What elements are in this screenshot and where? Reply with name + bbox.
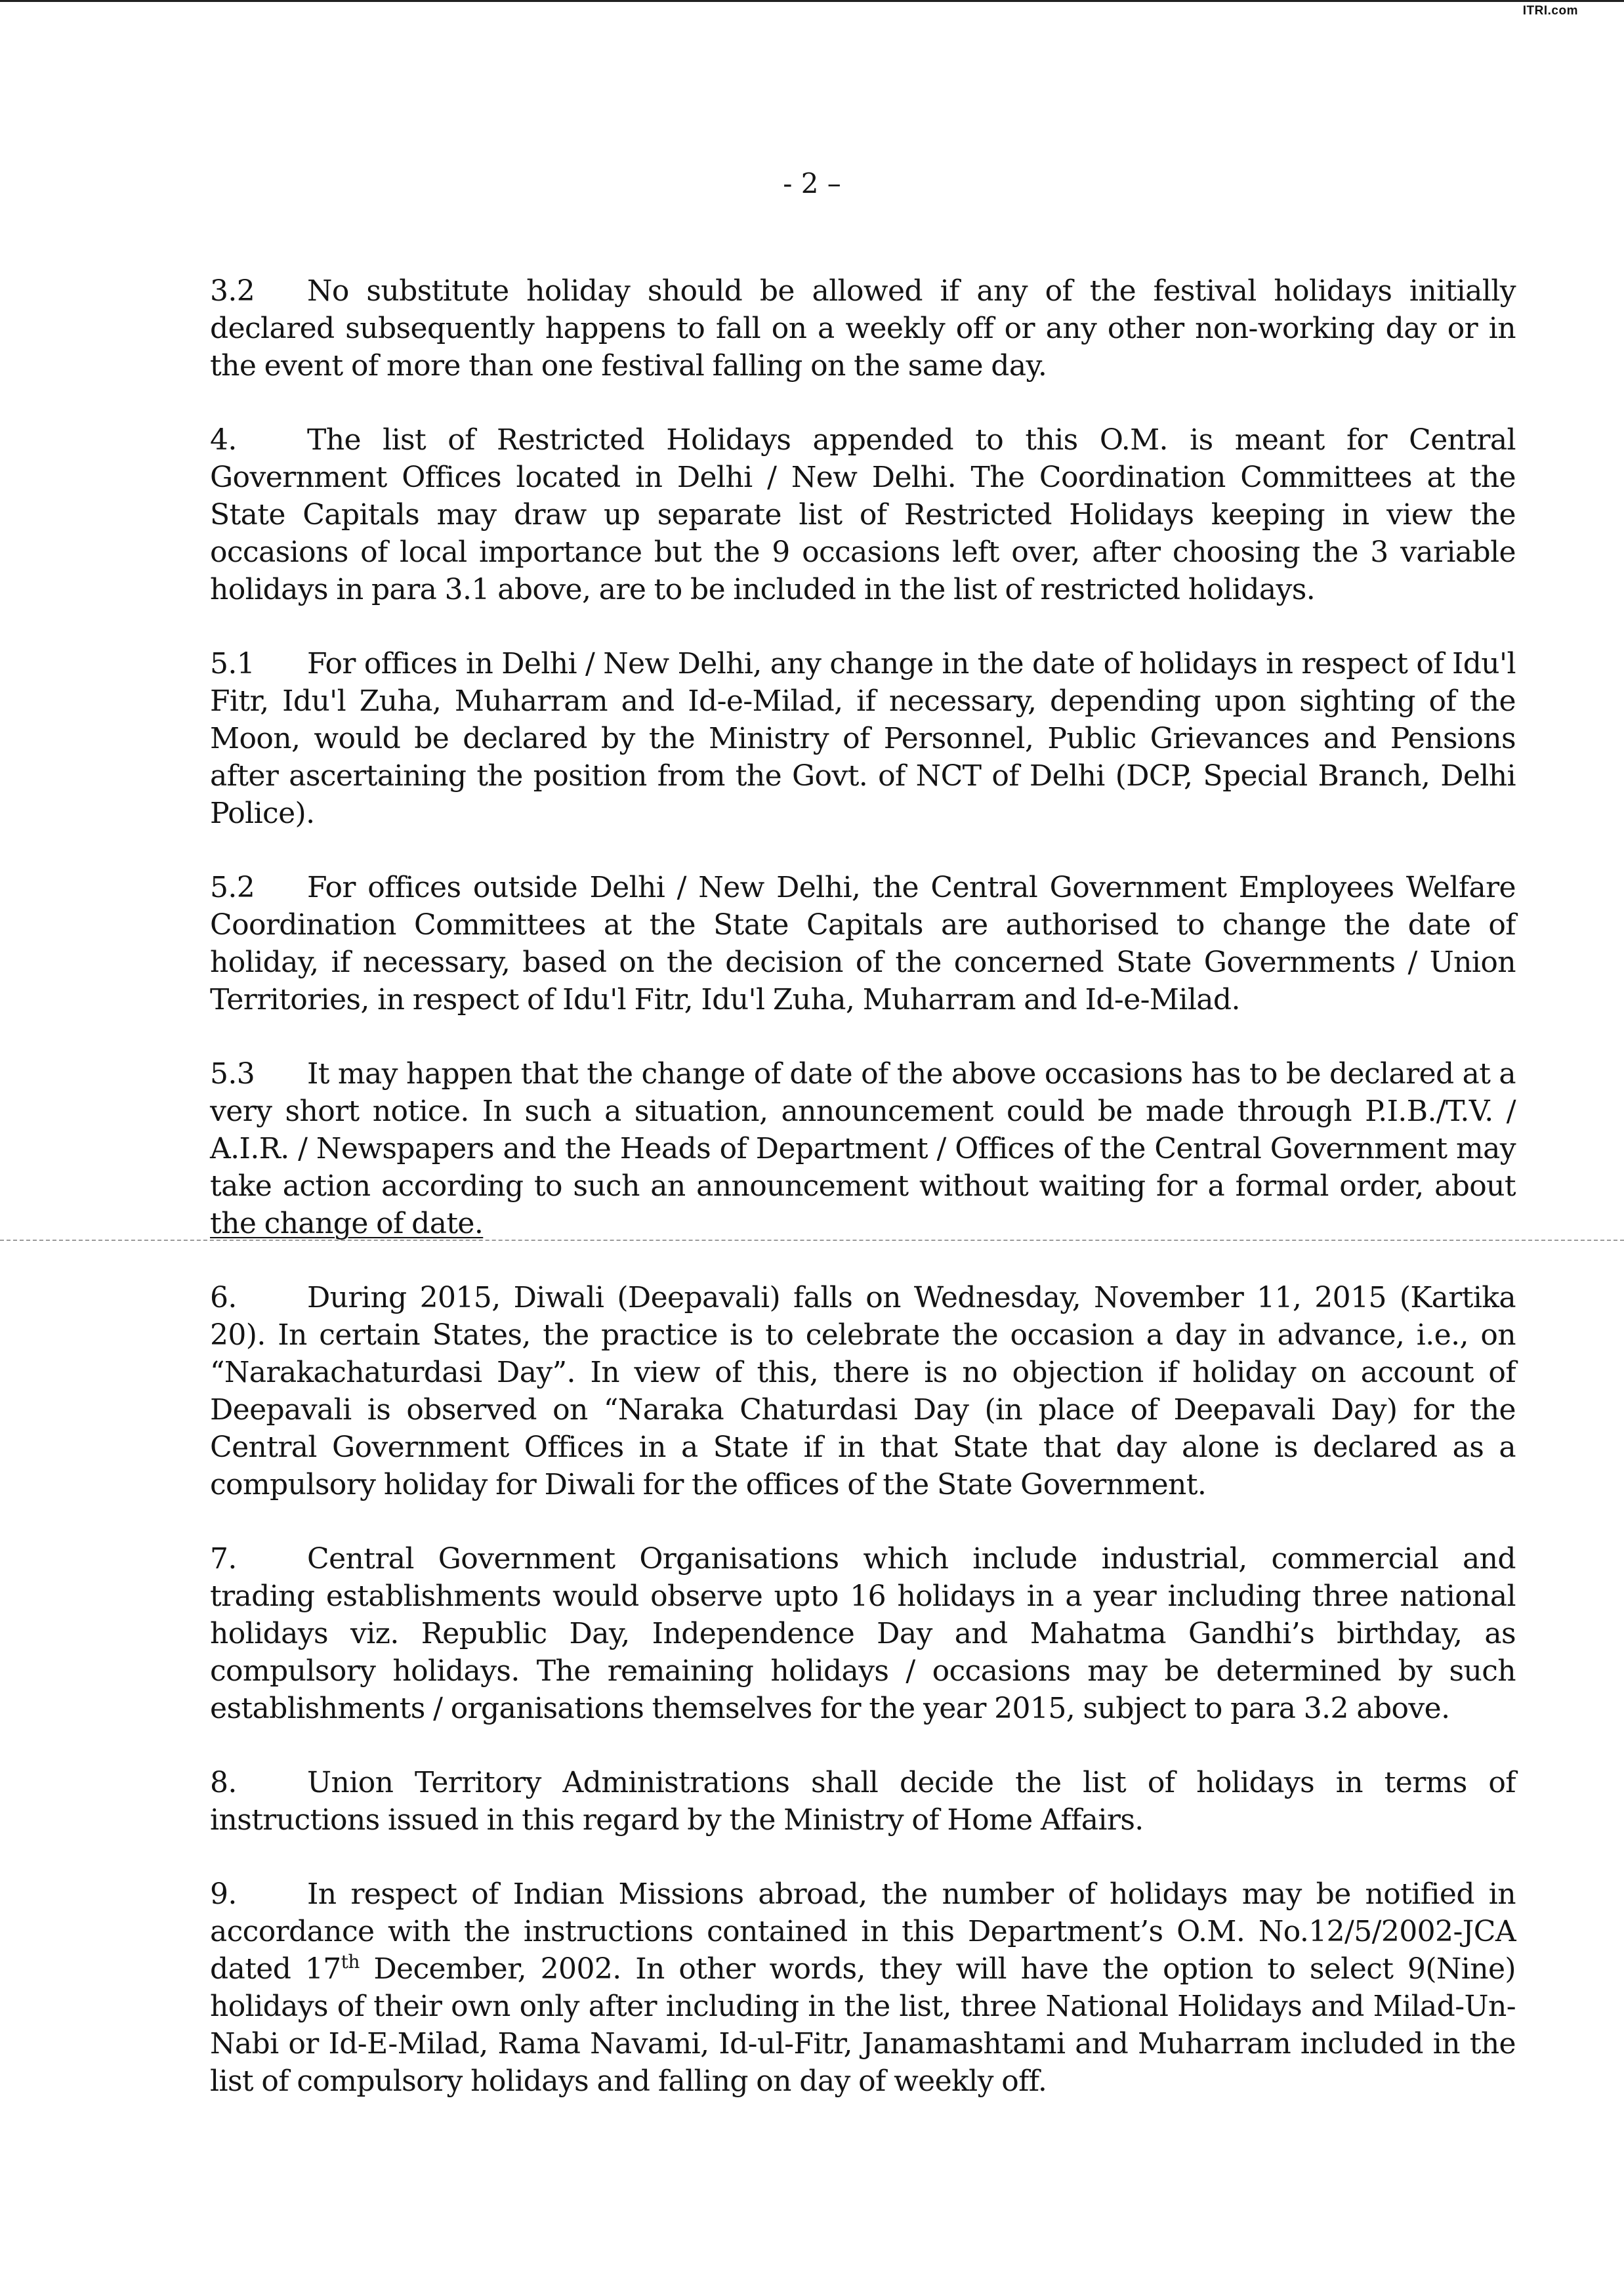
- paragraph-number: 4.: [210, 423, 237, 457]
- paragraph-5-1: [210, 645, 1516, 832]
- paragraph-6: [210, 1279, 1516, 1503]
- paragraph-number: 9.: [210, 1877, 237, 1911]
- paragraph-text: For offices outside Delhi / New Delhi, the Central Government Employees Welfare Coordination Committees at the State Capitals are authorised to change the date of holiday, if necessary, based on the decision of the concerned State Governments / Union Territories, in respect of Idu'l Fitr, Idu'l Zuha, Muharram and Id-e-Milad.: [210, 871, 1516, 1016]
- top-border: [0, 0, 1624, 2]
- paragraph-5-3: [210, 1055, 1516, 1242]
- paragraph-4: [210, 421, 1516, 608]
- paragraph-number: 8.: [210, 1766, 237, 1799]
- paragraph-5-2: [210, 869, 1516, 1018]
- paragraph-tail: the change of date.: [210, 1207, 484, 1240]
- paragraph-8: [210, 1764, 1516, 1839]
- paragraph-number: 5.2: [210, 871, 255, 904]
- paragraph-3-2: [210, 272, 1516, 385]
- paragraph-number: 3.2: [210, 274, 255, 308]
- paragraph-number: 5.3: [210, 1057, 255, 1091]
- watermark: ITRI.com: [1522, 4, 1578, 18]
- paragraph-text: In respect of Indian Missions abroad, the number of holidays may be notified in accordance with the instructions contained in this Department’s O.M. No.12/5/2002-JCA dated 17: [210, 1877, 1516, 1986]
- paragraph-text: No substitute holiday should be allowed if any of the festival holidays initially declared subsequently happens to fall on a weekly off or any other non-working day or in the event of more than one festival falling on the same day.: [210, 274, 1516, 383]
- document-body: [210, 272, 1516, 2100]
- paragraph-text: Central Government Organisations which include industrial, commercial and trading establishments would observe upto 16 holidays in a year including three national holidays viz. Republic Day, Independence Day and Mahatma Gandhi’s birthday, as compulsory holidays. The remaining holidays / occasions may be determined by such establishments / organisations themselves for the year 2015, subject to para 3.2 above.: [210, 1542, 1516, 1725]
- paragraph-number: 5.1: [210, 647, 255, 681]
- paragraph-text-continued: December, 2002. In other words, they will have the option to select 9(Nine) holidays of their own only after including in the list, three National Holidays and Milad-Un-Nabi or Id-E-Milad, Rama Navami, Id-ul-Fitr, Janamashtami and Muharram included in the list of compulsory holidays and falling on day of weekly off.: [210, 1952, 1516, 2098]
- paragraph-7: [210, 1540, 1516, 1727]
- paragraph-number: 7.: [210, 1542, 237, 1576]
- page-number: - 2 –: [783, 167, 841, 199]
- paragraph-text: For offices in Delhi / New Delhi, any change in the date of holidays in respect of Idu'l Fitr, Idu'l Zuha, Muharram and Id-e-Milad, if necessary, depending upon sighting of the Moon, would be declared by the Ministry of Personnel, Public Grievances and Pensions after ascertaining the position from the Govt. of NCT of Delhi (DCP, Special Branch, Delhi Police).: [210, 647, 1516, 830]
- paragraph-text: It may happen that the change of date of the above occasions has to be declared at a very short notice. In such a situation, announcement could be made through P.I.B./T.V. / A.I.R. / Newspapers and the Heads of Department / Offices of the Central Government may take action according to such an announcement without waiting for a formal order, about: [210, 1057, 1516, 1203]
- paragraph-text: Union Territory Administrations shall decide the list of holidays in terms of instructions issued in this regard by the Ministry of Home Affairs.: [210, 1766, 1516, 1837]
- paragraph-text: During 2015, Diwali (Deepavali) falls on Wednesday, November 11, 2015 (Kartika 20). In certain States, the practice is to celebrate the occasion a day in advance, i.e., on “Narakachaturdasi Day”. In view of this, there is no objection if holiday on account of Deepavali is observed on “Naraka Chaturdasi Day (in place of Deepavali Day) for the Central Government Offices in a State if in that State that day alone is declared as a compulsory holiday for Diwali for the offices of the State Government.: [210, 1281, 1516, 1501]
- paragraph-number: 6.: [210, 1281, 237, 1314]
- paragraph-text: The list of Restricted Holidays appended to this O.M. is meant for Central Government Offices located in Delhi / New Delhi. The Coordination Committees at the State Capitals may draw up separate list of Restricted Holidays keeping in view the occasions of local importance but the 9 occasions left over, after choosing the 3 variable holidays in para 3.1 above, are to be included in the list of restricted holidays.: [210, 423, 1516, 606]
- ordinal-superscript: th: [341, 1951, 360, 1973]
- paragraph-9: [210, 1875, 1516, 2100]
